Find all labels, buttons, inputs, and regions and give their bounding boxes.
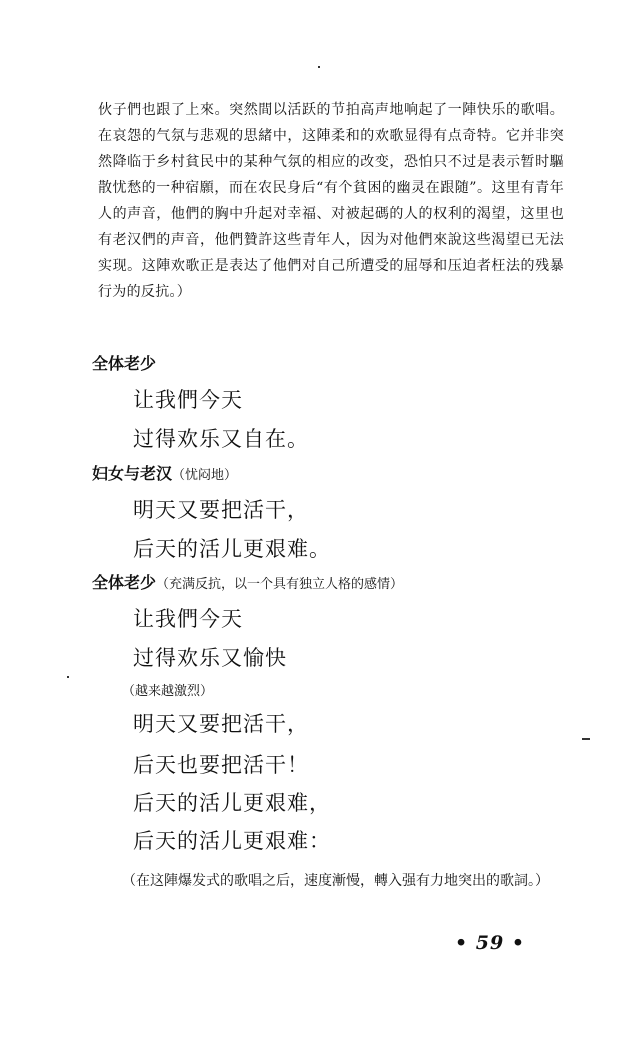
lyric-line: 过得欢乐又自在。 (133, 427, 309, 451)
page-number: • 59 • (455, 932, 525, 954)
print-speck (67, 676, 69, 678)
role-name: 全体老少 (92, 573, 157, 592)
role-heading-3 (92, 572, 403, 596)
lyric-line: 明天又要把活干， (133, 498, 309, 522)
role-name: 妇女与老汉 (92, 464, 173, 483)
lyric-line: 过得欢乐又愉快 (133, 646, 287, 670)
role-heading-1 (92, 353, 156, 375)
stage-direction-inline: （充满反抗，以一个具有独立人格的感情） (156, 577, 404, 592)
lyric-line: 后天也要把活干！ (133, 753, 309, 777)
print-mark (582, 738, 590, 740)
lyric-line: 让我們今天 (133, 607, 243, 631)
stage-direction-paragraph: 伙子們也跟了上來。突然間以活跃的节拍高声地响起了一陣快乐的歌唱。在哀怨的气氛与悲观的思緒中，这陣柔和的欢歌显得有点奇特。它并非突然降临于乡村貧民中的某种气氛的相应的改变，恐怕只不过是表示暂时驅散忧愁的一种宿願，而在农民身后“有个貧困的幽灵在跟随”。这里有青年人的声音，他們的胸中升起对幸福、对被起碼的人的权利的渴望，这里也有老汉們的声音，他們贊許这些青年人，因为对他們來說这些渴望已无法实现。这陣欢歌正是表达了他們对自己所遭受的屈辱和压迫者枉法的残暴行为的反抗。） (98, 102, 564, 300)
role-name: 全体老少 (92, 354, 157, 373)
closing-stage-direction: （在这陣爆发式的歌唱之后，速度漸慢，轉入强有力地突出的歌詞。） (122, 873, 549, 889)
lyric-line: 后天的活儿更艰难， (133, 791, 331, 815)
role-heading-2 (92, 463, 237, 487)
lyric-line: 明天又要把活干， (133, 712, 309, 736)
stage-direction-inline: （忧闷地） (172, 468, 238, 483)
lyric-line: 后天的活儿更艰难。 (133, 537, 331, 561)
stage-direction-inline: （越来越激烈） (122, 684, 214, 699)
print-speck (318, 66, 320, 68)
lyric-line: 后天的活儿更艰难： (133, 829, 331, 853)
lyric-line: 让我們今天 (133, 388, 243, 412)
